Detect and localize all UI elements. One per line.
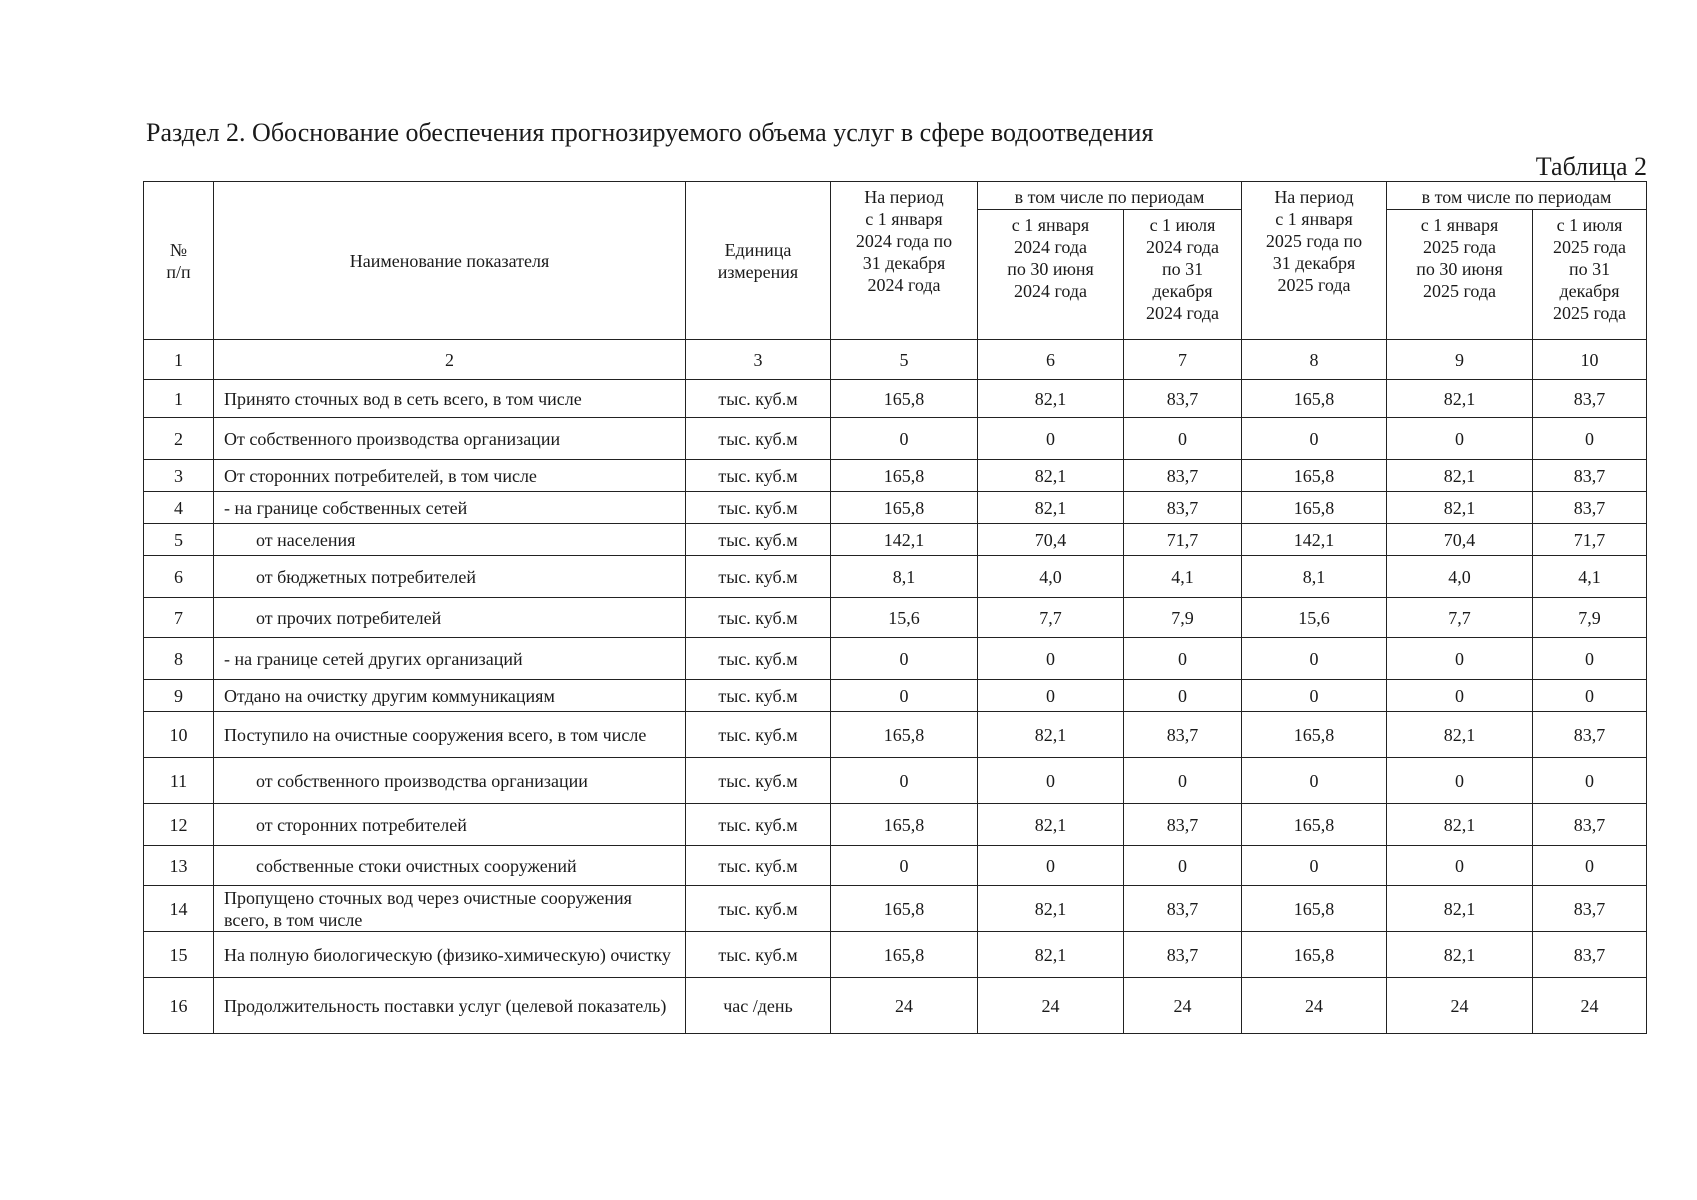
row-value: 165,8 [1242,492,1387,524]
table-row [144,680,1647,712]
header-num-text: № п/п [166,239,191,282]
row-unit: тыс. куб.м [686,846,831,886]
row-number: 7 [144,598,214,638]
row-value: 82,1 [978,492,1124,524]
row-number: 9 [144,680,214,712]
row-number: 1 [144,380,214,418]
row-number: 13 [144,846,214,886]
row-value: 0 [831,758,978,804]
row-value: 0 [1387,758,1533,804]
row-value: 82,1 [1387,712,1533,758]
row-value: 83,7 [1533,380,1647,418]
row-value: 0 [1387,638,1533,680]
row-number: 4 [144,492,214,524]
row-value: 82,1 [1387,804,1533,846]
header-unit [686,182,831,340]
row-value: 0 [1124,846,1242,886]
row-value: 83,7 [1124,886,1242,932]
row-value: 165,8 [1242,460,1387,492]
row-value: 24 [1533,978,1647,1034]
row-value: 0 [978,846,1124,886]
row-unit: тыс. куб.м [686,804,831,846]
row-number: 12 [144,804,214,846]
row-unit: тыс. куб.м [686,418,831,460]
row-value: 82,1 [978,712,1124,758]
table-row [144,758,1647,804]
row-value: 4,1 [1533,556,1647,598]
table-row [144,886,1647,932]
row-indicator-name: от населения [214,524,686,556]
row-number: 6 [144,556,214,598]
row-value: 7,7 [978,598,1124,638]
row-unit: тыс. куб.м [686,556,831,598]
row-value: 0 [1242,680,1387,712]
row-value: 0 [1533,680,1647,712]
table-row [144,524,1647,556]
row-unit: тыс. куб.м [686,460,831,492]
row-indicator-name: От сторонних потребителей, в том числе [214,460,686,492]
table-row [144,492,1647,524]
row-value: 0 [1242,758,1387,804]
row-value: 82,1 [1387,460,1533,492]
header-h2-2025-text: с 1 июля 2025 года по 31 декабря 2025 года [1552,215,1627,323]
row-indicator-name: от прочих потребителей [214,598,686,638]
row-value: 0 [1387,680,1533,712]
col-number: 2 [214,340,686,380]
row-value: 165,8 [1242,932,1387,978]
table-row [144,556,1647,598]
row-value: 7,9 [1533,598,1647,638]
header-period-2024-text: На период с 1 января 2024 года по 31 декабря 2024 года [855,187,953,295]
row-value: 0 [978,680,1124,712]
row-indicator-name: от собственного производства организации [214,758,686,804]
table-row [144,804,1647,846]
row-value: 82,1 [978,804,1124,846]
row-indicator-name: собственные стоки очистных сооружений [214,846,686,886]
col-number: 1 [144,340,214,380]
row-value: 24 [978,978,1124,1034]
row-value: 142,1 [831,524,978,556]
row-indicator-name: От собственного производства организации [214,418,686,460]
header-h1-2025-text: с 1 января 2025 года по 30 июня 2025 года [1416,215,1503,301]
row-value: 82,1 [978,886,1124,932]
row-unit: тыс. куб.м [686,638,831,680]
row-unit: тыс. куб.м [686,380,831,418]
row-value: 0 [1533,638,1647,680]
row-value: 83,7 [1533,804,1647,846]
row-indicator-name: - на границе собственных сетей [214,492,686,524]
table-row [144,978,1647,1034]
row-indicator-name: Поступило на очистные сооружения всего, в том числе [214,712,686,758]
row-number: 16 [144,978,214,1034]
row-value: 83,7 [1124,804,1242,846]
row-unit: час /день [686,978,831,1034]
row-value: 70,4 [1387,524,1533,556]
row-value: 82,1 [1387,932,1533,978]
row-value: 83,7 [1124,380,1242,418]
row-value: 0 [1387,846,1533,886]
row-value: 165,8 [831,380,978,418]
table-row [144,460,1647,492]
table-row [144,598,1647,638]
header-h1-2024-text: с 1 января 2024 года по 30 июня 2024 года [1007,215,1094,301]
row-value: 165,8 [831,932,978,978]
row-value: 24 [1387,978,1533,1034]
header-h1-2024 [978,210,1124,340]
col-number: 10 [1533,340,1647,380]
row-value: 0 [1533,846,1647,886]
row-number: 11 [144,758,214,804]
row-indicator-name: Продолжительность поставки услуг (целевой показатель) [214,978,686,1034]
row-value: 0 [1124,758,1242,804]
row-value: 7,9 [1124,598,1242,638]
row-value: 0 [978,758,1124,804]
col-number: 8 [1242,340,1387,380]
row-value: 83,7 [1533,460,1647,492]
row-value: 0 [1124,638,1242,680]
row-value: 165,8 [1242,886,1387,932]
row-number: 14 [144,886,214,932]
row-value: 165,8 [831,804,978,846]
header-h2-2025 [1533,210,1647,340]
row-unit: тыс. куб.м [686,492,831,524]
row-number: 15 [144,932,214,978]
row-value: 82,1 [978,932,1124,978]
row-value: 0 [831,418,978,460]
table-row [144,380,1647,418]
row-value: 82,1 [1387,492,1533,524]
row-value: 0 [1242,638,1387,680]
row-value: 4,0 [978,556,1124,598]
row-value: 165,8 [831,492,978,524]
row-unit: тыс. куб.м [686,680,831,712]
row-value: 0 [1124,418,1242,460]
row-value: 0 [1242,418,1387,460]
row-value: 82,1 [978,460,1124,492]
col-number: 3 [686,340,831,380]
row-value: 0 [831,680,978,712]
row-value: 0 [1242,846,1387,886]
row-value: 83,7 [1124,712,1242,758]
row-value: 8,1 [1242,556,1387,598]
table-row [144,932,1647,978]
header-period-2024 [831,182,978,340]
column-numbers-row [144,340,1647,380]
row-value: 83,7 [1533,712,1647,758]
row-indicator-name: от сторонних потребителей [214,804,686,846]
row-value: 24 [1124,978,1242,1034]
row-indicator-name: от бюджетных потребителей [214,556,686,598]
indicators-table [143,181,1647,1034]
row-value: 83,7 [1124,492,1242,524]
header-group-2025: в том числе по периодам [1387,182,1647,210]
page-title: Раздел 2. Обоснование обеспечения прогнозируемого объема услуг в сфере водоотведения [146,118,1154,147]
row-value: 0 [978,418,1124,460]
row-value: 82,1 [978,380,1124,418]
row-value: 71,7 [1124,524,1242,556]
row-value: 165,8 [1242,712,1387,758]
row-number: 3 [144,460,214,492]
row-unit: тыс. куб.м [686,758,831,804]
row-value: 7,7 [1387,598,1533,638]
row-value: 82,1 [1387,380,1533,418]
header-period-2025 [1242,182,1387,340]
row-number: 10 [144,712,214,758]
row-number: 2 [144,418,214,460]
table-body [144,380,1647,1034]
row-value: 82,1 [1387,886,1533,932]
row-value: 70,4 [978,524,1124,556]
header-name: Наименование показателя [214,182,686,340]
table-row [144,846,1647,886]
row-indicator-name: - на границе сетей других организаций [214,638,686,680]
col-number: 7 [1124,340,1242,380]
row-unit: тыс. куб.м [686,712,831,758]
row-value: 15,6 [831,598,978,638]
row-value: 4,1 [1124,556,1242,598]
table-caption: Таблица 2 [1535,152,1647,181]
row-indicator-name: Пропущено сточных вод через очистные сооружения всего, в том числе [214,886,686,932]
row-value: 83,7 [1124,932,1242,978]
row-value: 165,8 [831,712,978,758]
col-number: 5 [831,340,978,380]
row-value: 0 [1387,418,1533,460]
row-unit: тыс. куб.м [686,524,831,556]
row-value: 15,6 [1242,598,1387,638]
row-indicator-name: Принято сточных вод в сеть всего, в том числе [214,380,686,418]
row-value: 0 [978,638,1124,680]
row-value: 4,0 [1387,556,1533,598]
row-value: 0 [1533,758,1647,804]
row-value: 24 [831,978,978,1034]
row-number: 8 [144,638,214,680]
header-period-2025-text: На период с 1 января 2025 года по 31 декабря 2025 года [1265,187,1363,295]
row-indicator-name: На полную биологическую (физико-химическую) очистку [214,932,686,978]
row-value: 83,7 [1533,932,1647,978]
header-h2-2024-text: с 1 июля 2024 года по 31 декабря 2024 года [1145,215,1220,323]
row-unit: тыс. куб.м [686,598,831,638]
row-value: 24 [1242,978,1387,1034]
row-value: 83,7 [1124,460,1242,492]
table-row [144,418,1647,460]
row-value: 142,1 [1242,524,1387,556]
row-value: 71,7 [1533,524,1647,556]
col-number: 9 [1387,340,1533,380]
header-unit-text: Единица измерения [717,239,799,282]
row-value: 83,7 [1533,492,1647,524]
indicators-table-wrap [143,181,1646,1034]
row-value: 165,8 [831,886,978,932]
row-value: 8,1 [831,556,978,598]
header-h1-2025 [1387,210,1533,340]
row-value: 0 [1124,680,1242,712]
header-group-2024: в том числе по периодам [978,182,1242,210]
header-h2-2024 [1124,210,1242,340]
row-value: 165,8 [1242,804,1387,846]
row-unit: тыс. куб.м [686,886,831,932]
row-value: 0 [831,638,978,680]
row-value: 165,8 [1242,380,1387,418]
row-value: 0 [1533,418,1647,460]
table-row [144,712,1647,758]
row-indicator-name: Отдано на очистку другим коммуникациям [214,680,686,712]
row-number: 5 [144,524,214,556]
row-value: 165,8 [831,460,978,492]
table-row [144,638,1647,680]
row-unit: тыс. куб.м [686,932,831,978]
row-value: 83,7 [1533,886,1647,932]
row-value: 0 [831,846,978,886]
col-number: 6 [978,340,1124,380]
header-num [144,182,214,340]
